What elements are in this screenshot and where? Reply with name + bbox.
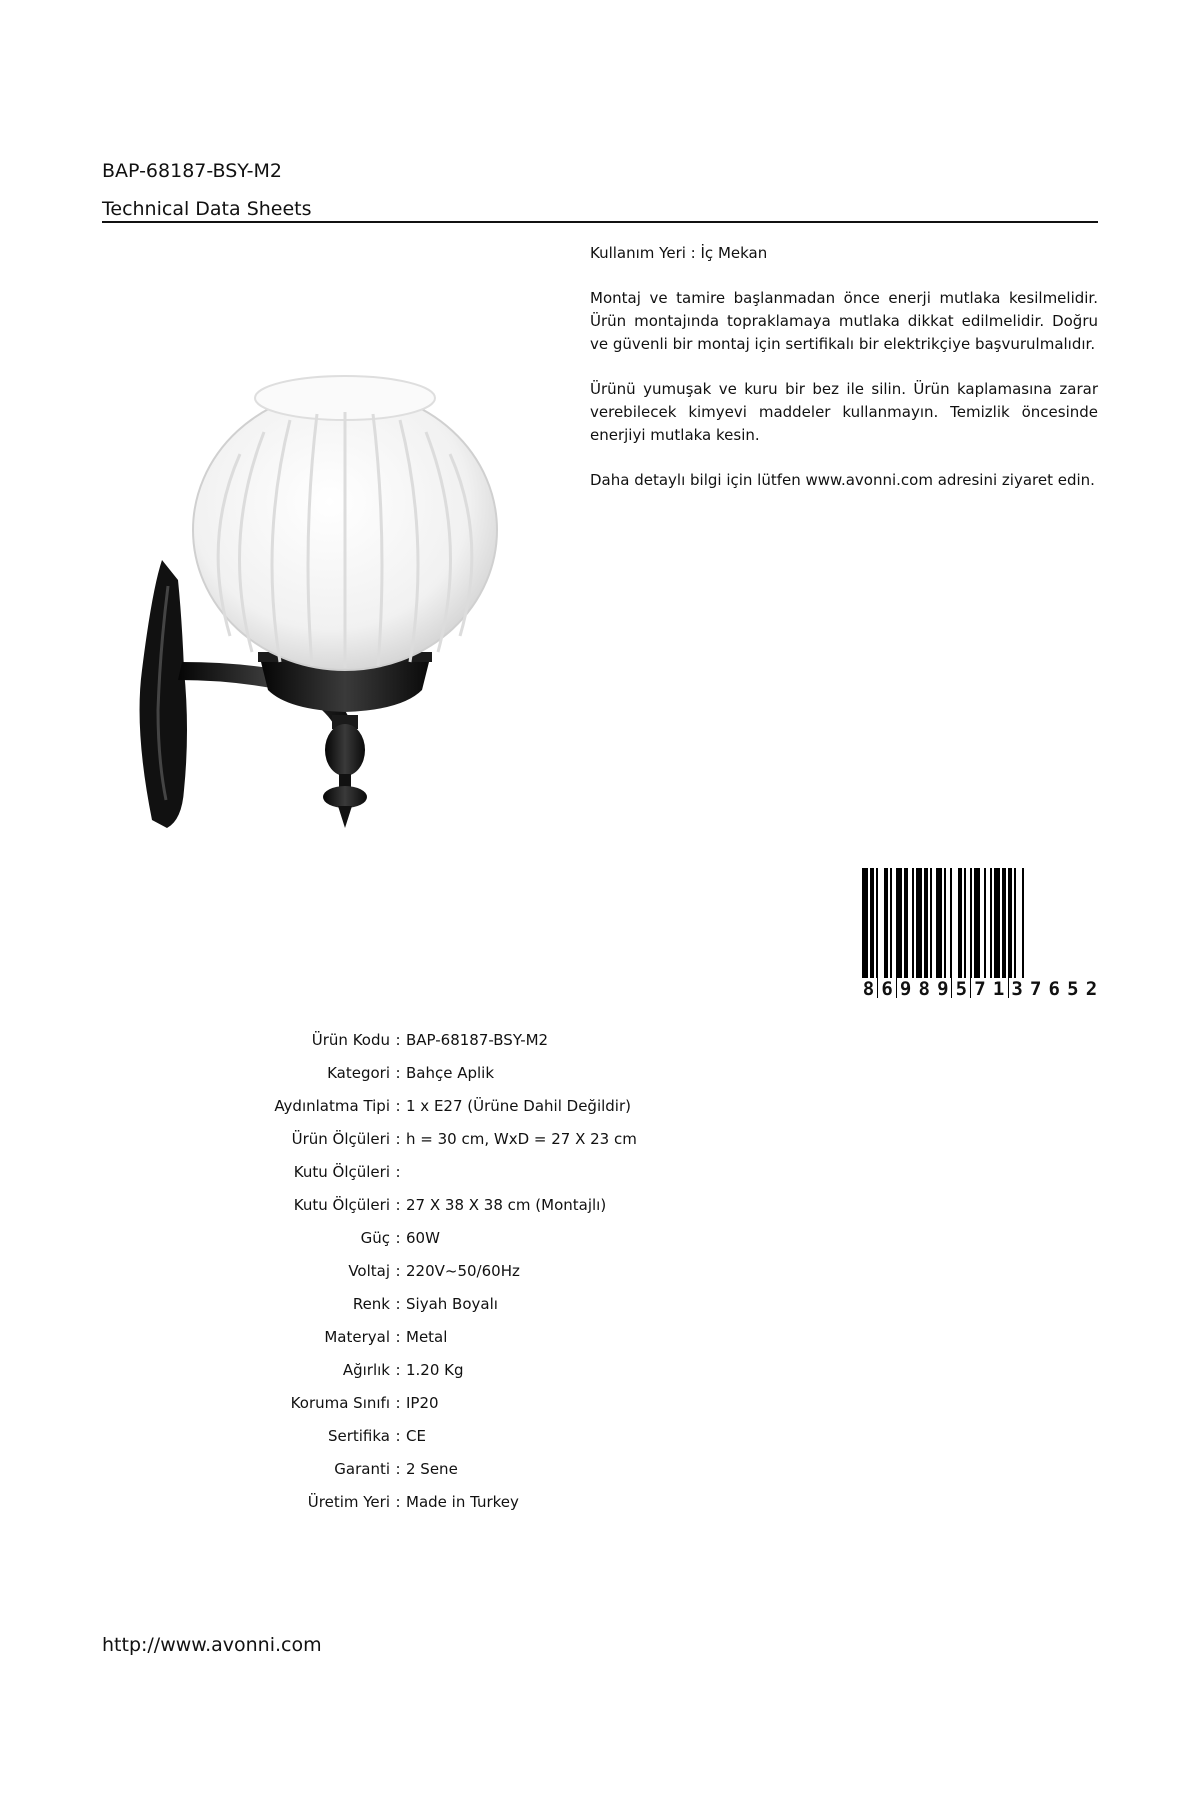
document-subtitle: Technical Data Sheets	[102, 198, 312, 220]
spec-value: Bahçe Aplik	[406, 1064, 495, 1082]
details-paragraph: Daha detaylı bilgi için lütfen www.avonni.com adresini ziyaret edin.	[590, 471, 1095, 489]
spec-row	[230, 1156, 830, 1189]
spec-row	[230, 1354, 830, 1387]
spec-row	[230, 1453, 830, 1486]
spec-separator: :	[395, 1097, 401, 1115]
spec-value: 220V~50/60Hz	[406, 1262, 520, 1280]
spec-separator: :	[395, 1196, 401, 1214]
spec-separator: :	[395, 1295, 401, 1313]
spec-row	[230, 1090, 830, 1123]
spec-value: Made in Turkey	[406, 1493, 519, 1511]
spec-value: 2 Sene	[406, 1460, 458, 1478]
spec-separator: :	[395, 1229, 401, 1247]
barcode-digit: 7	[971, 978, 988, 1002]
barcode-digit: 8	[860, 978, 877, 1002]
spec-value: 1 x E27 (Ürüne Dahil Değildir)	[406, 1097, 631, 1115]
spec-row	[230, 1222, 830, 1255]
spec-label: Renk	[352, 1295, 390, 1313]
spec-label: Garanti	[334, 1460, 390, 1478]
spec-row	[230, 1057, 830, 1090]
spec-value: CE	[406, 1427, 426, 1445]
spec-separator: :	[395, 1163, 401, 1181]
barcode-digit: 9	[934, 978, 951, 1002]
header-divider	[102, 221, 1098, 223]
spec-separator: :	[395, 1262, 401, 1280]
spec-label: Kutu Ölçüleri	[293, 1163, 390, 1181]
spec-separator: :	[395, 1460, 401, 1478]
barcode-digit: 5	[1064, 978, 1081, 1002]
spec-value: 27 X 38 X 38 cm (Montajlı)	[406, 1196, 607, 1214]
spec-separator: :	[395, 1328, 401, 1346]
spec-label: Sertifika	[327, 1427, 390, 1445]
spec-separator: :	[395, 1064, 401, 1082]
spec-value: Metal	[406, 1328, 448, 1346]
spec-row	[230, 1024, 830, 1057]
barcode-digit: 5	[953, 978, 970, 1002]
spec-separator: :	[395, 1427, 401, 1445]
spec-row	[230, 1255, 830, 1288]
spec-separator: :	[395, 1493, 401, 1511]
spec-row	[230, 1189, 830, 1222]
usage-location: Kullanım Yeri : İç Mekan	[590, 244, 768, 262]
spec-separator: :	[395, 1394, 401, 1412]
barcode-digit: 6	[879, 978, 896, 1002]
spec-label: Ürün Ölçüleri	[291, 1130, 390, 1148]
spec-label: Kutu Ölçüleri	[293, 1196, 390, 1214]
spec-label: Güç	[360, 1229, 390, 1247]
specifications-list	[230, 1024, 830, 1519]
spec-separator: :	[395, 1361, 401, 1379]
spec-label: Kategori	[327, 1064, 390, 1082]
barcode-digit: 1	[990, 978, 1007, 1002]
spec-value: IP20	[406, 1394, 439, 1412]
document-header	[102, 158, 1098, 222]
spec-value: Siyah Boyalı	[406, 1295, 498, 1313]
product-code-title: BAP-68187-BSY-M2	[102, 160, 282, 182]
safety-paragraph: Montaj ve tamire başlanmadan önce enerji mutlaka kesilmelidir. Ürün montajında topraklamaya mutlaka dikkat edilmelidir. Doğru ve güvenli bir montaj için sertifikalı bir elektrikçiye başvurulmalıdır.	[590, 289, 1098, 353]
spec-row	[230, 1288, 830, 1321]
spec-value: 60W	[406, 1229, 440, 1247]
spec-row	[230, 1321, 830, 1354]
barcode-digit: 2	[1083, 978, 1100, 1002]
barcode-digit: 9	[897, 978, 914, 1002]
spec-separator: :	[395, 1130, 401, 1148]
barcode-number	[860, 978, 1100, 1002]
cleaning-paragraph: Ürünü yumuşak ve kuru bir bez ile silin. Ürün kaplamasına zarar verebilecek kimyevi maddeler kullanmayın. Temizlik öncesinde enerjiyi mutlaka kesin.	[590, 380, 1098, 444]
spec-label: Voltaj	[348, 1262, 390, 1280]
spec-value: h = 30 cm, WxD = 27 X 23 cm	[406, 1130, 637, 1148]
spec-value: 1.20 Kg	[406, 1361, 464, 1379]
spec-value	[406, 1156, 830, 1189]
wall-lamp-photo	[112, 350, 572, 860]
barcode-digit: 6	[1046, 978, 1063, 1002]
usage-info	[590, 242, 1098, 514]
spec-label: Ağırlık	[342, 1361, 390, 1379]
spec-row	[230, 1387, 830, 1420]
barcode-digit: 3	[1009, 978, 1026, 1002]
spec-label: Aydınlatma Tipi	[274, 1097, 390, 1115]
spec-row	[230, 1420, 830, 1453]
barcode-digit: 7	[1027, 978, 1044, 1002]
spec-separator: :	[395, 1031, 401, 1049]
spec-row	[230, 1123, 830, 1156]
barcode-digit: 8	[916, 978, 933, 1002]
spec-label: Materyal	[324, 1328, 390, 1346]
spec-label: Üretim Yeri	[307, 1493, 390, 1511]
spec-label: Koruma Sınıfı	[290, 1394, 390, 1412]
spec-value: BAP-68187-BSY-M2	[406, 1031, 549, 1049]
spec-label: Ürün Kodu	[311, 1031, 390, 1049]
spec-row	[230, 1486, 830, 1519]
website-link[interactable]: http://www.avonni.com	[102, 1634, 322, 1656]
